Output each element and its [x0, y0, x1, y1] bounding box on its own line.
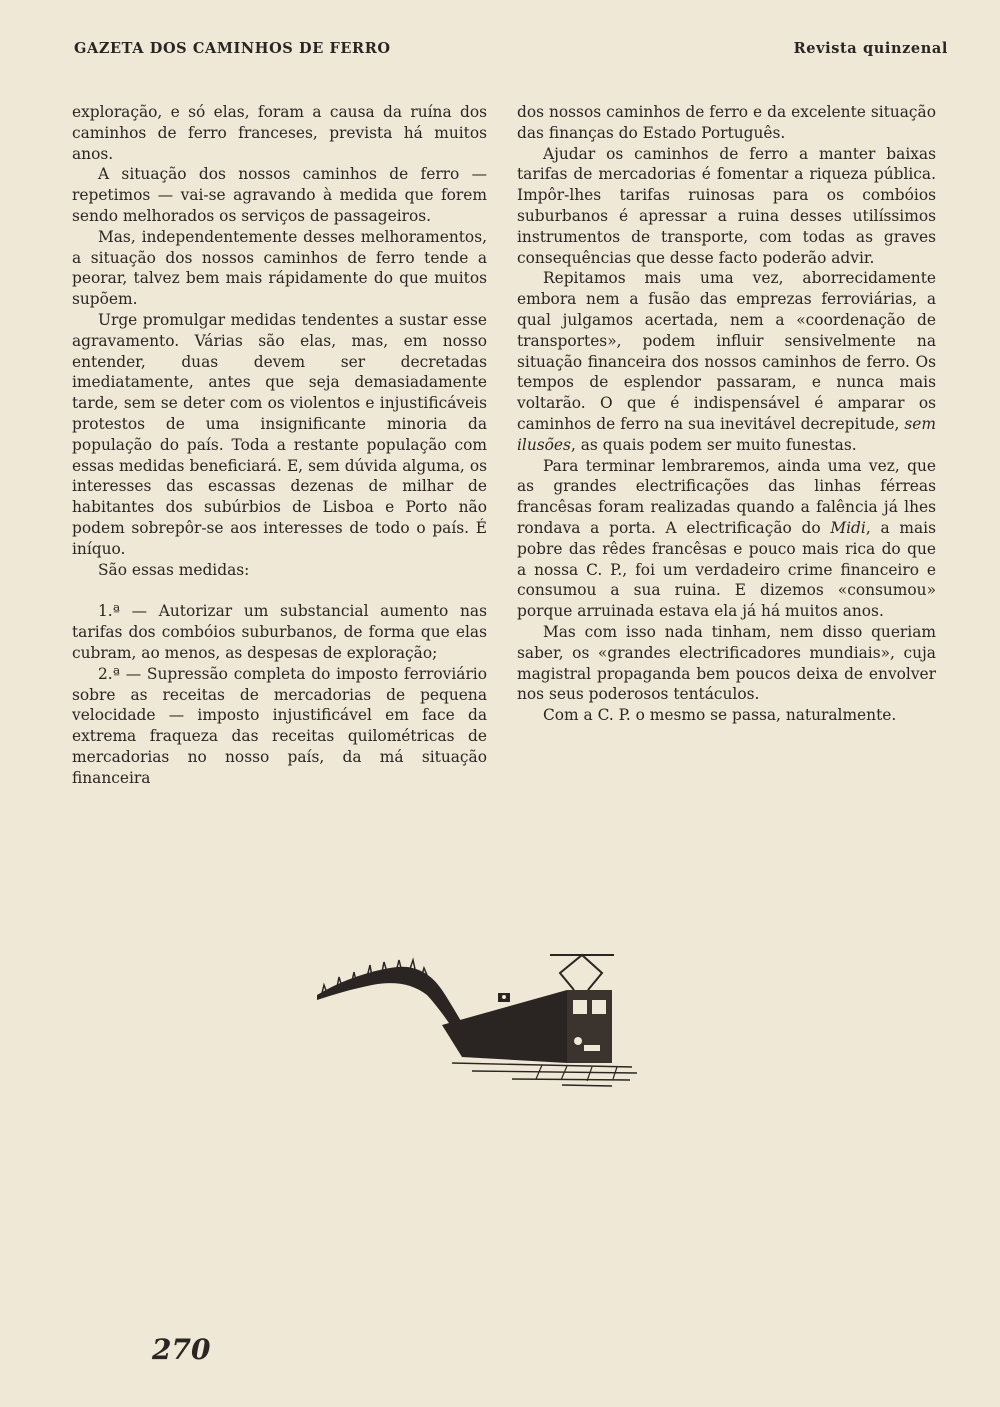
- paragraph: Urge promulgar medidas tendentes a sustar esse agravamento. Várias são elas, mas, em nosso entender, duas devem ser decretadas imediatamente, antes que seja demasiadamente tarde, sem se deter com os violentos e injustificáveis protestos de uma insignificante minoria da população do país. Toda a restante população com essas medidas beneficiará. E, sem dúvida alguma, os interesses das escassas dezenas de milhar de habitantes dos subúrbios de Lisboa e Porto não podem sobrepôr-se aos interesses de todo o país. É iníquo.: [72, 310, 487, 558]
- left-column: [72, 102, 487, 789]
- paragraph: Ajudar os caminhos de ferro a manter baixas tarifas de mercadorias é fomentar a riqueza pública. Impôr-lhes tarifas ruinosas para os combóios suburbanos é apressar a ruina desses utilíssimos instrumentos de transporte, com todas as graves consequências que desse facto poderão advir.: [517, 144, 936, 267]
- paragraph: exploração, e só elas, foram a causa da ruína dos caminhos de ferro franceses, prevista há muitos anos.: [72, 103, 487, 163]
- emphasis-text: sem ilusões: [517, 414, 936, 454]
- paragraph: Com a C. P. o mesmo se passa, naturalmente.: [543, 706, 897, 725]
- paragraph: São essas medidas:: [98, 560, 250, 579]
- publication-subtitle: Revista quinzenal: [793, 40, 948, 57]
- paragraph: dos nossos caminhos de ferro e da excelente situação das finanças do Estado Português.: [517, 103, 936, 142]
- text-run: Para terminar lembraremos, ainda uma vez, que as grandes electrificações das linhas férreas francêsas foram realizadas quando a falência já lhes rondava a porta. A electrificação do: [517, 456, 936, 537]
- paragraph: [517, 268, 936, 455]
- emphasis-text: Midi: [830, 518, 866, 537]
- text-run: , a mais pobre das rêdes francêsas e pouco mais rica do que a nossa C. P., foi um verdadeiro crime financeiro e consumou a sua ruina. E dizemos «consumou» porque arruinada estava ela já há muitos anos.: [517, 518, 936, 621]
- page-number: 270: [152, 1333, 211, 1366]
- paragraph: Mas, independentemente desses melhoramentos, a situação dos nossos caminhos de ferro tende a peorar, talvez bem mais rápidamente do que muitos supõem.: [72, 227, 487, 309]
- publication-title: GAZETA DOS CAMINHOS DE FERRO: [74, 40, 391, 57]
- measure-item: 1.ª — Autorizar um substancial aumento nas tarifas dos combóios suburbanos, de forma que elas cubram, ao menos, as despesas de exploração;: [72, 602, 487, 662]
- paragraph: [517, 456, 936, 622]
- running-header: [74, 40, 948, 57]
- right-column: [517, 102, 936, 726]
- measure-item: 2.ª — Supressão completa do imposto ferroviário sobre as receitas de mercadorias de pequena velocidade — imposto injustificável em face da extrema fraqueza das receitas quilométricas de mercadorias no nosso país, da má situação financeira: [72, 664, 487, 787]
- text-run: , as quais podem ser muito funestas.: [570, 435, 857, 454]
- paragraph: A situação dos nossos caminhos de ferro — repetimos — vai-se agravando à medida que forem sendo melhorados os serviços de passageiros.: [72, 165, 487, 225]
- text-run: Repitamos mais uma vez, aborrecidamente embora nem a fusão das emprezas ferroviárias, a qual julgamos acertada, nem a «coordenação de transportes», podem influir sensivelmente na situação financeira dos nossos caminhos de ferro. Os tempos de esplendor passaram, e nunca mais voltarão. O que é indispensável é amparar os caminhos de ferro na sua inevitável decrepitude,: [517, 269, 936, 433]
- paragraph: Mas com isso nada tinham, nem disso queriam saber, os «grandes electrificadores mundiais», cuja magistral propaganda bem poucos deixa de envolver nos seus poderosos tentáculos.: [517, 622, 936, 704]
- electric-train-illustration-icon: [312, 945, 642, 1090]
